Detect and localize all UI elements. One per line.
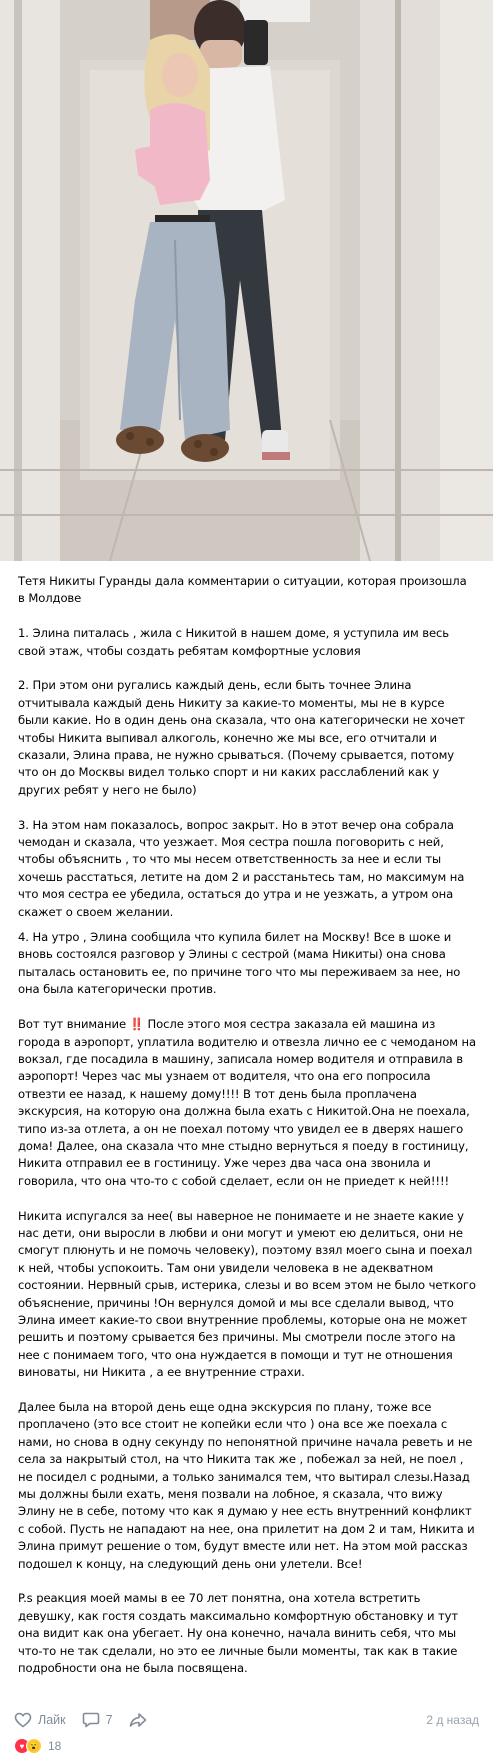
attention-text: После этого моя сестра заказала ей машина из города в аэропорт, уплатила водителю и отвезла лично ее с чемоданом на вокзал, где посадила в машину, записала номер водителя и отправила в аэропорт! Через час мы узнаем от водителя, что она его попросила отвезти ее назад, к нашему дому!!!! В тот день была проплачена экскурсия, на которую она должна была ехать с Никитой.Она не поехала, типо из-за отлета, а он не поехал потому что увидел ее в дверях нашего дома! Далее, она сказала что мне стыдно вернуться я поеду в гостиницу, Никита отправил ее в гостиницу. Уже через два часа она звонила и говорила, что она что-то с собой сделает, если он не приедет к ней!!!! bbox=[18, 1017, 476, 1188]
attention-prefix: Вот тут внимание bbox=[18, 1017, 130, 1032]
like-label: Лайк bbox=[38, 1713, 66, 1727]
post-paragraph: 1. Элина питалась , жила с Никитой в нашем доме, я уступила им весь свой этаж, чтобы создать ребятам комфортные условия bbox=[18, 626, 450, 658]
share-icon bbox=[129, 1712, 147, 1728]
photo-illustration bbox=[0, 0, 493, 561]
post-paragraph-attention bbox=[18, 1016, 476, 1190]
post-paragraph: 4. На утро , Элина сообщила что купила билет на Москву! Все в шоке и вновь состоялся разговор у Элины с сестрой (мама Никиты) она снова пыталась остановить ее, по причине того что мы переживаем за нее, но она была категорически против. bbox=[18, 930, 461, 997]
heart-icon bbox=[14, 1712, 32, 1728]
post-photo[interactable] bbox=[0, 0, 493, 561]
post-paragraph: Никита испугался за нее( вы наверное не понимаете и не знаете какие у нас дети, они выросли в любви и они могут и умеют ею делиться, они не смогут плюнуть и не помочь человеку), поэтому взял моего сына и поехал к ней, чтобы успокоить. Там они увидели человека в не адекватном состоянии. Нервный срыв, истерика, слезы и во всем этом не было четкого объяснение, причины !Он вернулся домой и мы все сделали вывод, что Элина имеет какие-то свои внутренние проблемы, которые она не может решить и поэтому срывается без причины. Мы смотрели после этого на нее с понимаем того, что она нуждается в помощи и тут не отношения виноваты, ни Никита , а ее внутренние страхи. bbox=[18, 1208, 476, 1380]
post-paragraph: Тетя Никиты Гуранды дала комментарии о ситуации, которая произошла в Молдове bbox=[18, 574, 467, 606]
comment-icon bbox=[82, 1712, 100, 1728]
post-paragraph: 3. На этом нам показалось, вопрос закрыт. Но в этот вечер она собрала чемодан и сказала, что уезжает. Моя сестра пошла поговорить с ней, чтобы объяснить , то что мы несем ответственность за нее и если ты хочешь расстаться, летите на дом 2 и расстаньтесь там, но максимум на что моя сестра ее убедила, остаться до утра и не уезжать, а утром она скажет о своем желании. bbox=[18, 817, 465, 919]
comment-button[interactable] bbox=[82, 1712, 113, 1728]
reactions-summary[interactable] bbox=[14, 1738, 61, 1754]
post-paragraph: P.s реакция моей мамы в ее 70 лет понятна, она хотела встретить девушку, как гостя создать максимально комфортную обстановку и тут она видит как она убегает. Ну она конечно, начала винить себя, что мы что-то не так сделали, но это ее личные были моменты, так как в такие подробности она не была посвящена. bbox=[18, 1591, 459, 1676]
post-actions bbox=[14, 1709, 479, 1731]
heart-reaction-icon: ♥ bbox=[14, 1738, 30, 1754]
post-paragraph: 2. При этом они ругались каждый день, если быть точнее Элина отчитывала каждый день Никиту за какие-то моменты, мы не в курсе были какие. Но в один день она сказала, что она категорически не хочет чтобы Никита выпивал алкоголь, конечно же мы все, его отчитали и сказали, Элина права, не нужно срываться. (Почему срывается, потому что он до Москвы видел только спорт и ни каких расслаблений как у других ребят у него не было) bbox=[18, 678, 465, 797]
post-text bbox=[18, 573, 476, 1677]
comment-count: 7 bbox=[105, 1713, 113, 1727]
like-button[interactable] bbox=[14, 1712, 66, 1728]
double-exclamation-icon: ‼️ bbox=[129, 1017, 144, 1032]
post-time[interactable]: 2 д назад bbox=[426, 1713, 479, 1727]
post-paragraph: Далее была на второй день еще одна экскурсия по плану, тоже все проплачено (это все стоит не копейки если что ) она все же поехала с нами, но снова в одну секунду по непонятной причине начала реветь и не села за накрытый стол, на что Никита так же , побежал за ней, не поел , не посидел с родными, а только занимался тем, что вытирал слезы.Назад мы должны были ехать, меня позвали на лобное, я сказала, что вижу Элину не в себе, потому что как я думаю у нее есть внутренний конфликт с собой. Пусть не нападают на нее, она прилетит на дом 2 и там, Никита и Элина примут решение о том, будут вместе или нет. На этом мой рассказ подошел к концу, на следующий день они улетели. Все! bbox=[18, 1400, 475, 1571]
reactions-count: 18 bbox=[48, 1739, 62, 1753]
share-button[interactable] bbox=[129, 1712, 147, 1728]
wow-reaction-icon: 😮 bbox=[26, 1738, 42, 1754]
